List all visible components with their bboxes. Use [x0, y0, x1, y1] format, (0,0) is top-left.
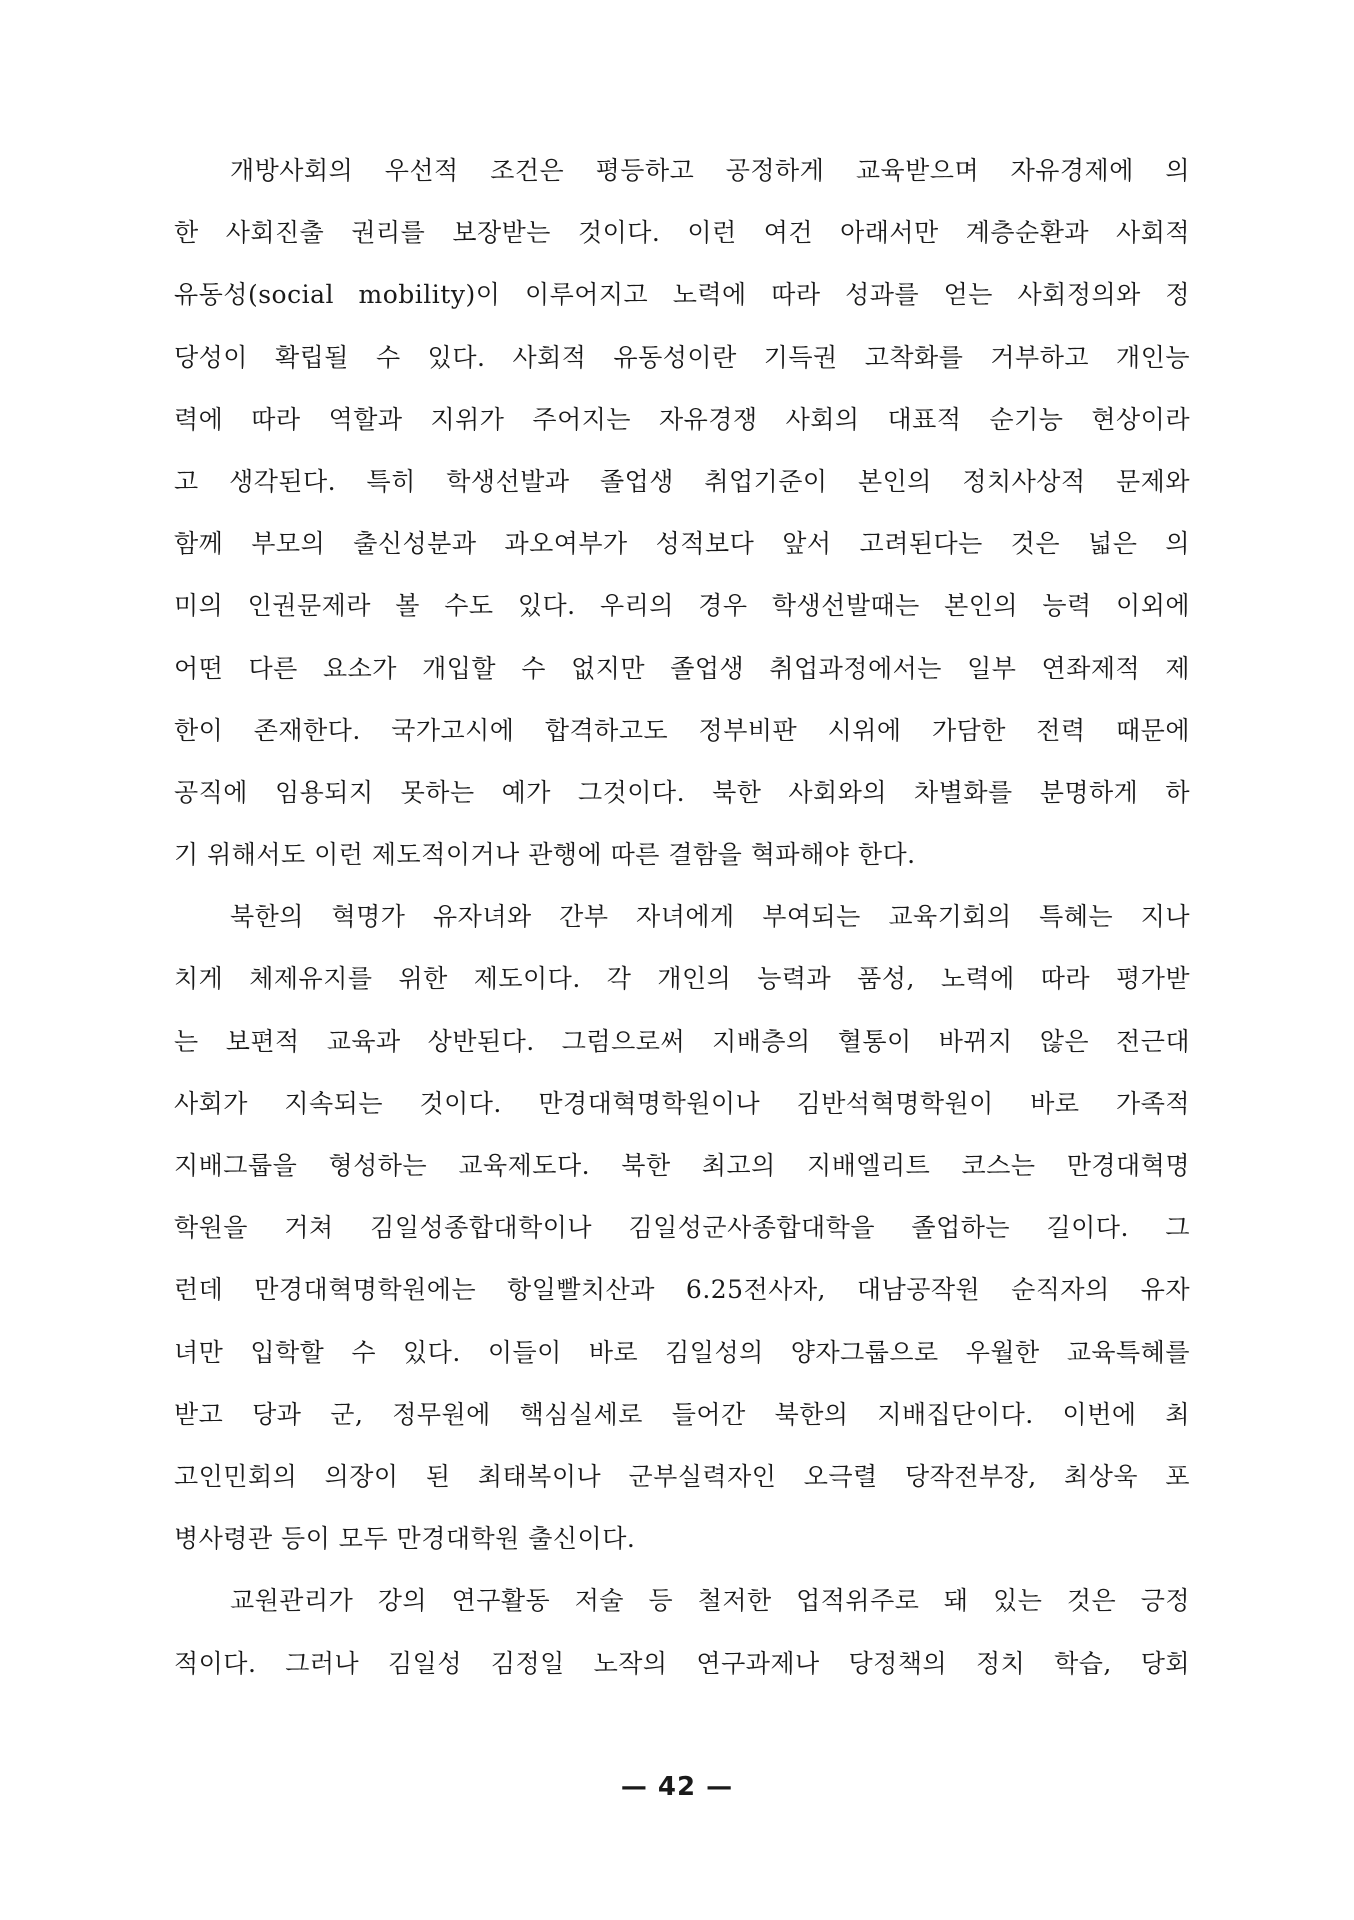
text-line: 받고 당과 군, 정무원에 핵심실세로 들어간 북한의 지배집단이다. 이번에 최: [174, 1399, 1190, 1429]
text-line: 북한의 혁명가 유자녀와 간부 자녀에게 부여되는 교육기회의 특혜는 지나: [230, 902, 1190, 932]
text-line: 개방사회의 우선적 조건은 평등하고 공정하게 교육받으며 자유경제에 의: [230, 156, 1190, 185]
text-line: 런데 만경대혁명학원에는 항일빨치산과 6.25전사자, 대남공작원 순직자의 유자: [174, 1275, 1190, 1305]
text-line: 는 보편적 교육과 상반된다. 그럼으로써 지배층의 혈통이 바뀌지 않은 전근대: [174, 1026, 1190, 1056]
text-line: 공직에 임용되지 못하는 예가 그것이다. 북한 사회와의 차별화를 분명하게 하: [174, 777, 1190, 807]
text-line: 학원을 거쳐 김일성종합대학이나 김일성군사종합대학을 졸업하는 길이다. 그: [174, 1213, 1190, 1243]
text-line: 녀만 입학할 수 있다. 이들이 바로 김일성의 양자그룹으로 우월한 교육특혜를: [174, 1337, 1190, 1367]
text-line: 한이 존재한다. 국가고시에 합격하고도 정부비판 시위에 가담한 전력 때문에: [174, 715, 1190, 745]
text-line: 치게 체제유지를 위한 제도이다. 각 개인의 능력과 품성, 노력에 따라 평가받: [174, 964, 1190, 994]
body-text: [174, 140, 1190, 1695]
text-line: 력에 따라 역할과 지위가 주어지는 자유경쟁 사회의 대표적 순기능 현상이라: [174, 404, 1190, 434]
text-line: 미의 인권문제라 볼 수도 있다. 우리의 경우 학생선발때는 본인의 능력 이외에: [174, 591, 1190, 621]
text-line: 지배그룹을 형성하는 교육제도다. 북한 최고의 지배엘리트 코스는 만경대혁명: [174, 1151, 1190, 1180]
text-line: 사회가 지속되는 것이다. 만경대혁명학원이나 김반석혁명학원이 바로 가족적: [174, 1088, 1190, 1118]
text-line: 기 위해서도 이런 제도적이거나 관행에 따른 결함을 혁파해야 한다.: [174, 840, 916, 870]
text-line: 고 생각된다. 특히 학생선발과 졸업생 취업기준이 본인의 정치사상적 문제와: [174, 466, 1190, 496]
text-line: 함께 부모의 출신성분과 과오여부가 성적보다 앞서 고려된다는 것은 넓은 의: [174, 529, 1190, 559]
text-line: 어떤 다른 요소가 개입할 수 없지만 졸업생 취업과정에서는 일부 연좌제적 제: [174, 653, 1190, 683]
text-line: 당성이 확립될 수 있다. 사회적 유동성이란 기득권 고착화를 거부하고 개인능: [174, 342, 1190, 372]
text-line: 한 사회진출 권리를 보장받는 것이다. 이런 여건 아래서만 계층순환과 사회적: [174, 218, 1190, 248]
text-line: 병사령관 등이 모두 만경대학원 출신이다.: [174, 1524, 636, 1554]
text-line: 유동성(social mobility)이 이루어지고 노력에 따라 성과를 얻는 사회정의와 정: [174, 280, 1190, 310]
text-line: 고인민회의 의장이 된 최태복이나 군부실력자인 오극렬 당작전부장, 최상욱 포: [174, 1461, 1190, 1491]
text-line: 적이다. 그러나 김일성 김정일 노작의 연구과제나 당정책의 정치 학습, 당회: [174, 1648, 1190, 1678]
page-number: — 42 —: [620, 1772, 734, 1802]
text-line: 교원관리가 강의 연구활동 저술 등 철저한 업적위주로 돼 있는 것은 긍정: [230, 1586, 1190, 1616]
